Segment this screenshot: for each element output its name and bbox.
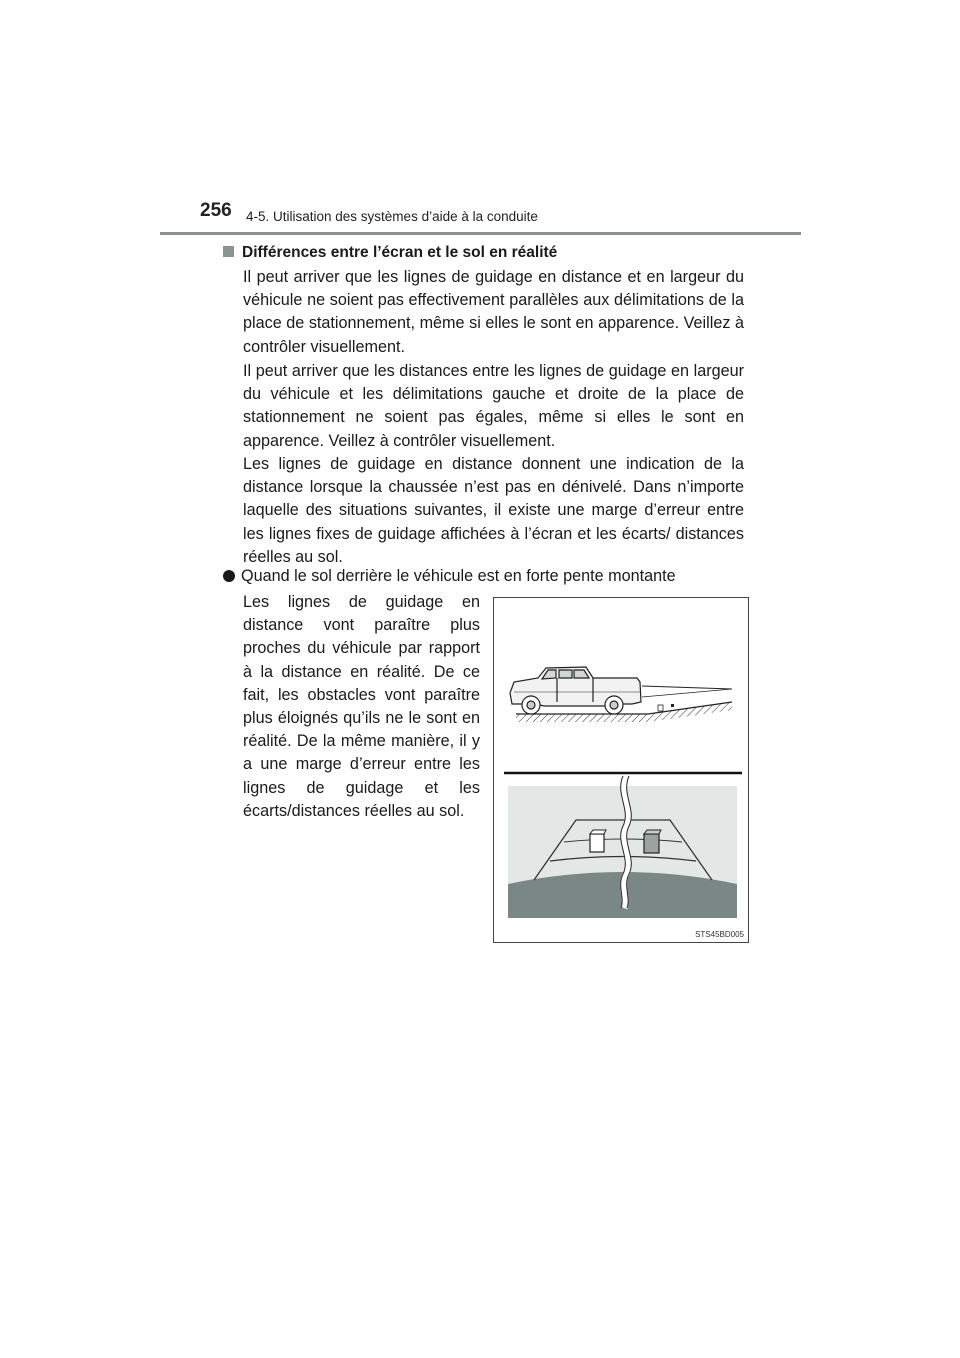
paragraph-3: Les lignes de guidage en distance donnent une indication de la distance lorsque la chaussée n’est pas en dénivelé. Dans n’importe laquelle des situations suivantes, il existe une marge d’erreur entre les lignes fixes de guidage affichées à l’écran et les écarts/ distances réelles au sol. <box>243 455 744 566</box>
chapter-title: 4-5. Utilisation des systèmes d’aide à la conduite <box>246 209 538 224</box>
bullet-label: Quand le sol derrière le véhicule est en forte pente montante <box>241 567 676 585</box>
figure-code: STS45BD005 <box>695 930 744 939</box>
bullet-item <box>223 565 676 588</box>
bullet-dot-icon <box>223 570 235 582</box>
camera-screen <box>508 776 737 918</box>
obstacle-box-right <box>644 830 661 853</box>
obstacle-box-left <box>590 830 606 852</box>
section-heading <box>223 244 557 262</box>
square-bullet-icon <box>223 246 234 257</box>
pickup-truck-icon <box>510 667 641 714</box>
bullet-description: Les lignes de guidage en distance vont paraître plus proches du véhicule par rapport à la distance en réalité. De ce fait, les obstacles vont paraître plus éloignés qu’ils ne le sont en réalité. De la même manière, il y a une marge d’erreur entre les lignes de guidage et les écarts/distances réelles au sol. <box>243 593 480 820</box>
figure-frame <box>493 597 749 943</box>
paragraph-1: Il peut arriver que les lignes de guidage en distance et en largeur du véhicule ne soient pas effectivement parallèles aux délimitations de la place de stationnement, même si elles le sont en apparence. Veillez à contrôler visuellement. <box>243 268 744 356</box>
truck-on-slope-illustration <box>494 598 750 944</box>
header-divider <box>160 232 801 235</box>
page-number: 256 <box>200 200 232 221</box>
section-title: Différences entre l’écran et le sol en réalité <box>242 244 558 261</box>
paragraph-2: Il peut arriver que les distances entre les lignes de guidage en largeur du véhicule et les délimitations gauche et droite de la place de stationnement ne soient pas égales, même si elles le sont en apparence. Veillez à contrôler visuellement. <box>243 362 744 450</box>
